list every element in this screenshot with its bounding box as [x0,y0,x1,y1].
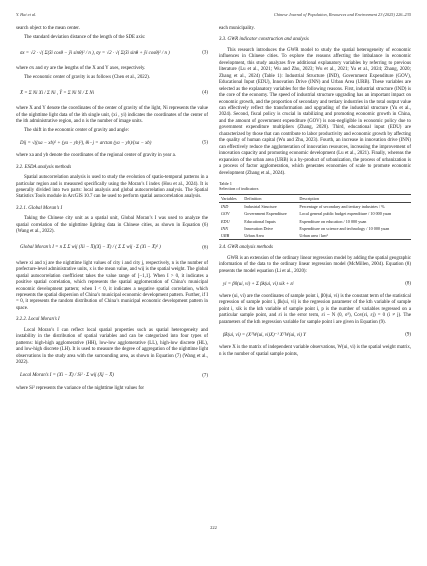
equation-4-body: X̄ = Σ Ni Xi / Σ Ni , Ȳ = Σ Ni Yi / Σ Ni [20,90,94,96]
table-cell: Urban area / km² [297,232,411,240]
equation-7-body: Local Moran’s I = (Xi − X̄) / Si² · Σ wij (Xj − X̄) [20,373,114,379]
equation-8-number: (8) [405,281,411,287]
table-cell: Percentage of secondary and tertiary industries / % [299,204,385,210]
equation-6 [16,239,208,257]
table-header-row [219,194,411,202]
equation-6-number: (6) [202,245,208,251]
table-1-title: Selection of indicators [219,186,259,192]
equation-9-number: (9) [405,332,411,338]
equation-5-number: (5) [202,140,208,146]
paragraph: The economic center of gravity is as follows (Chen et al., 2022). [24,74,151,80]
section-heading-3-3: 3.3. GWR indicator construction and analysis [219,37,309,43]
equation-9-body: β̂k(ui, vi) = (XᵀW(ui, vi)X)⁻¹ XᵀW(ui, vi) Y [223,332,306,338]
equation-4 [16,84,208,102]
table-cell: EDU [221,218,230,224]
header-journal: Chinese Journal of Population, Resources and Environment 23 (2025) 226–235 [273,12,411,17]
table-header-cell: Description [297,194,411,202]
equation-3 [16,44,208,62]
table-header-cell: Definition [242,194,297,202]
right-column [219,26,411,360]
section-heading-3-4: 3.4. GWR analysis methods [219,245,273,251]
table-header-cell: Variables [219,194,242,202]
table-1-caption [219,181,411,192]
header-authors: Y. Hai et al. [16,12,37,17]
paragraph: Local Moran’s I can reflect local spatial properties such as spatial heterogeneity and instability in the distribution of spatial variables and can be categorized into four types of patterns: high-high agglomerative (HH), low-low agglomerative (LL), high-low discrete (HL), and low-high discrete (LH). It is used to measure the degree of aggregation of the nighttime light observations in the study area with the surrounding area, as shown in Equation (7) (Wang et al., 2022). [16,327,208,366]
equation-8-body: yi = β0(ui, vi) + Σ βk(ui, vi) xik + εi [223,281,294,287]
equation-7-number: (7) [202,373,208,379]
paragraph: search object to the mean center. [16,26,80,31]
indicator-table [219,194,411,240]
left-column [16,26,208,394]
running-header [16,12,411,20]
equation-5 [16,137,208,149]
table-cell: Expenditure on education / 10 000 yuan [299,218,367,224]
table-cell: Government Expenditure [244,211,287,217]
table-row [219,210,411,217]
table-cell: URB [219,232,242,240]
paragraph: where σx and σy are the lengths of the X and Y axes, respectively. [16,66,146,72]
equation-9 [219,329,411,341]
table-1-label: Table 1 [219,180,232,186]
paragraph: Spatial autocorrelation analysis is used to study the evolution of spatio-temporal patterns in a particular region and is measured specifically using the Moran’s I index (Hou et al., 2024). It is generally divided into two parts: local analysis and global autocorrelation analysis. The Spatial Statistics Tools module in ArcGIS 10.7 can be used to perform spatial autocorrelation analysis. [16,175,208,200]
table-cell: Innovation Drive [244,225,273,231]
section-heading-3-2-2: 3.2.2. Local Moran’s I [16,317,60,323]
equation-5-body: Dij = √((xa − xb)² + (ya − yb)²), θi−j = arctan (ya − yb)/(xa − xb) [20,140,152,146]
equation-4-number: (4) [202,90,208,96]
table-cell: Industrial Structure [244,204,277,210]
paragraph: where Si² represents the variance of the nighttime light values for [16,385,145,391]
paragraph: The shift in the economic center of gravity and angle: [24,127,129,133]
equation-8 [219,278,411,290]
paragraph: where xi and xj are the nighttime light values of city i and city j, respectively, n is the number of prefecture-level administrative units, x is the mean value, and wij is the spatial weight. The global spatial autocorrelation coefficient takes the value range of [−1,1]. When I > 0, it indicates a positive spatial correlation, which represents the spatial agglomeration of China’s municipal economic development pattern; when I < 0, it indicates a negative spatial correlation, which represents the spatial dispersion of China’s municipal economic development pattern. Further, if I = 0, it represents the random distribution of China’s municipal economic development pattern in space. [16,260,208,311]
table-cell: Urban Area [242,232,297,240]
equation-3-number: (3) [202,50,208,56]
equation-6-body: Global Moran’s I = n Σ Σ wij (Xi − X̄)(Xj − X̄) / ( Σ Σ wij · Σ (Xi − X̄)² ) [20,245,161,251]
section-heading-3-2: 3.2. ESDA analysis methods [16,164,72,170]
paragraph: where (ui, vi) are the coordinates of sample point i, β0(ui, vi) is the constant term of the statistical regression of sample point i, βk(ui, vi) is the regression parameter of the kth variable of sample point i, xik is the kth variable of sample point i, p is the number of variables regressed on a particular sample point, and εi is the error term, εi ~ N (0, σ²), Cov(εi, εj) = 0 (i ≠ j). The parameters of the kth regression variable for sample point i are given in Equation (9). [219,294,411,325]
table-cell: IND [221,204,229,210]
table-row [219,203,411,211]
page-number: 222 [210,525,217,530]
section-heading-3-2-1: 3.2.1. Global Moran’s I [16,205,63,211]
paragraph: each municipality. [219,26,255,31]
paragraph: Taking the Chinese city unit as a spatial unit, Global Moran’s I was used to analyze the spatial correlation of the nighttime lighting data in Chinese cities, as shown in Equation (6) (Wang et al., 2022). [16,216,208,235]
equation-7 [16,370,208,382]
table-cell: Local general public budget expenditure / 10 000 yuan [299,211,392,217]
table-cell: GOV [221,211,230,217]
equation-3-body: σx = √2 · √( Σ(x̃i cosθ − ỹi sinθ)² / n ), σy = √2 · √( Σ(x̃i sinθ + ỹi cosθ)² / n ) [20,50,170,56]
paragraph: where xa and yb denote the coordinates of the regional center of gravity in year a. [16,153,176,159]
table-row [219,218,411,225]
table-cell: Expenditure on science and technology / 10 000 yuan [299,225,390,231]
paragraph: where X is the matrix of independent variable observations, W(ui, vi) is the spatial weight matrix, n is the number of spatial sample points, [219,345,411,357]
table-row [219,232,411,240]
table-row [219,225,411,232]
paragraph: This research introduces the GWR model to study the spatial heterogeneity of economic influences in Chinese cities. To explore the reasons affecting the imbalance in economic development, this study analyzes five additional explanatory variables by referring to previous literature (Lu et al., 2021; Wu and Zhu, 2023; Wu et al., 2021; Yu et al., 2024; Zhang, 2020; Zhang et al., 2024) (Table 1): Industrial Structure (IND), Government Expenditure (GOV), Educational Input (EDU), Innovation Drive (INN) and Urban Area (URB). These variables are selected as the explanatory variables for the following reasons. First, industrial structure (IND) is the core of the economy. The speed of industrial structure upgrading has an important impact on economic growth, and the proportion of secondary and tertiary industries in the total output value can effectively reflect the transformation and upgrading of the industrial structure (Yu et al., 2024). Second, fiscal policy is crucial in stabilizing and promoting economic growth in China, and the amount of government expenditure (GOV) is non-negligible in economic policy due to government expenditure multipliers (Zhang, 2020). Third, educational input (EDU) are characterized by those that can contribute to labor productivity and economic growth by affecting the quality of human capital (Wu and Zhu, 2023). Fourth, an increase in innovation drive (INN) can effectively reduce the agglomeration of innovation resources, increasing the improvement of innovation capacity and promoting economic development (Lu et al., 2021). Finally, whereas the expansion of the urban area (URB) is a by-product of urbanization, the process of urbanization is a process of factor agglomeration, which generates economies of scale to promote economic development (Zhang et al., 2024). [219,47,411,176]
table-cell: Educational Inputs [244,218,276,224]
paragraph: GWR is an extension of the ordinary linear regression model by adding the spatial geographic information of the data to the ordinary linear regression model (McMillen, 2004). Equation (8) presents the model equation (Li et al., 2020): [219,255,411,274]
table-cell: INN [221,225,228,231]
paragraph: where X and Y denote the coordinates of the center of gravity of the light, Ni represents the value of the nighttime light data of the ith single unit, (xi , yi) indicates the coordinates of the center of the ith administrative region, and n is the number of image units. [16,106,208,125]
paragraph: The standard deviation distance of the length of the SDE axis: [24,34,146,40]
